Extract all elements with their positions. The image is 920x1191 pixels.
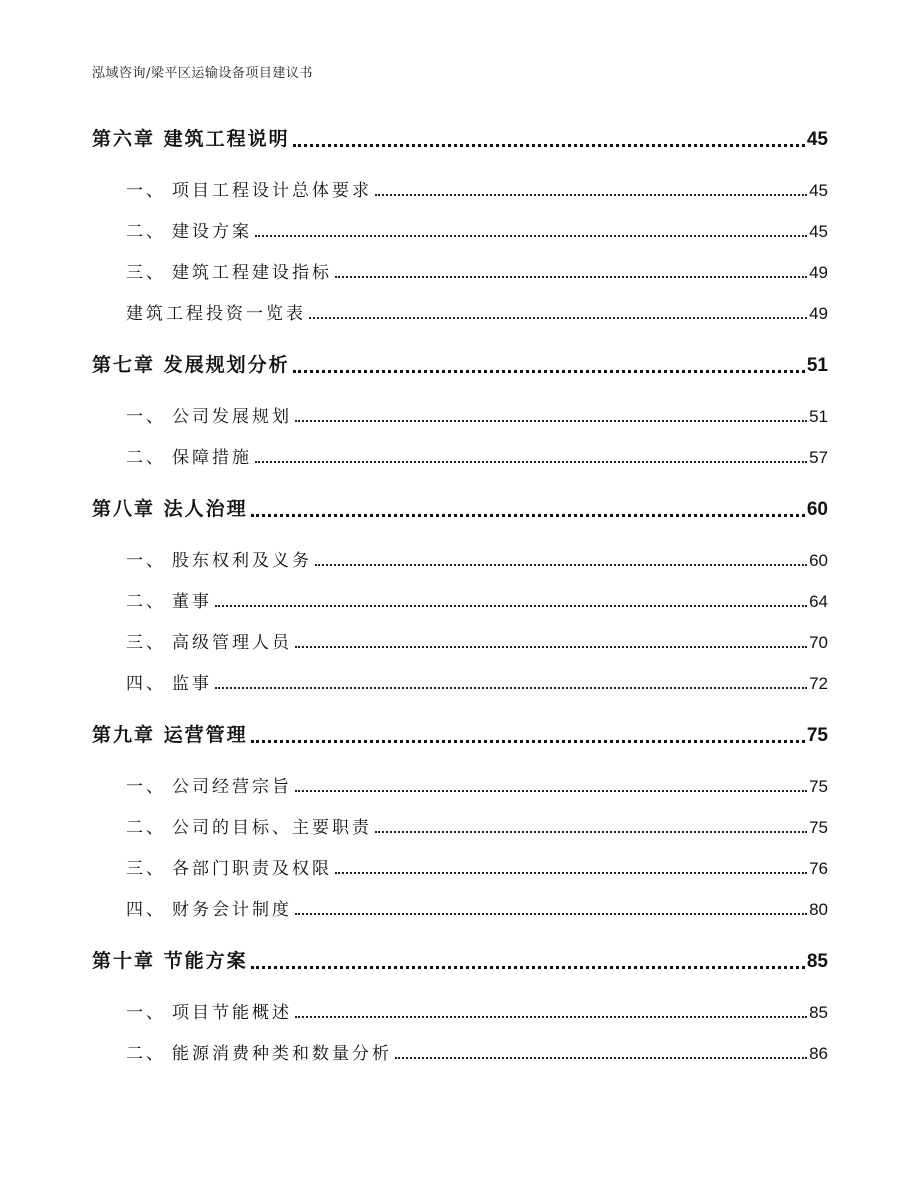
toc-entry-title [92, 720, 248, 747]
toc-page-number: 51 [809, 407, 828, 426]
dot-leader [335, 854, 807, 879]
toc-section-number: 一、 [126, 407, 166, 427]
toc-entry-text: 第十章 节能方案 [92, 950, 248, 972]
dot-leader [215, 587, 807, 612]
toc-chapter-entry[interactable] [92, 124, 828, 151]
toc-page-number: 85 [806, 951, 828, 972]
toc-page-number: 60 [806, 499, 828, 520]
toc-entry-title [126, 217, 252, 242]
toc-entry-text: 公司发展规划 [172, 407, 292, 427]
toc-entry-text: 建筑工程建设指标 [172, 263, 332, 283]
toc-section-number: 三、 [126, 263, 166, 283]
toc-entry-title [92, 350, 290, 377]
dot-leader [335, 258, 807, 283]
toc-entry-title [126, 546, 312, 571]
toc-section-number: 四、 [126, 674, 166, 694]
dot-leader [251, 946, 805, 973]
toc-page-number: 76 [809, 859, 828, 878]
toc-entry-text: 项目工程设计总体要求 [172, 181, 372, 201]
toc-page-number: 57 [809, 448, 828, 467]
dot-leader [293, 350, 805, 377]
dot-leader [295, 628, 807, 653]
toc-entry-title [126, 587, 212, 612]
toc-entry-title [126, 299, 306, 324]
dot-leader [295, 998, 807, 1023]
toc-page-number: 49 [809, 263, 828, 282]
toc-section-number: 二、 [126, 222, 166, 242]
toc-chapter-entry[interactable] [92, 494, 828, 521]
toc-entry-title [126, 176, 372, 201]
toc-entry-text: 公司经营宗旨 [172, 777, 292, 797]
toc-entry-text: 监事 [172, 674, 212, 694]
toc-section-entry[interactable] [126, 1039, 828, 1064]
dot-leader [395, 1039, 807, 1064]
toc-page-number: 72 [809, 674, 828, 693]
dot-leader [215, 669, 807, 694]
toc-section-entry[interactable] [126, 258, 828, 283]
toc-page-number: 45 [809, 181, 828, 200]
toc-section-entry[interactable] [126, 854, 828, 879]
toc-entry-title [126, 895, 292, 920]
toc-entry-title [126, 998, 292, 1023]
toc-section-number: 三、 [126, 859, 166, 879]
toc-entry-title [126, 669, 212, 694]
toc-chapter-entry[interactable] [92, 350, 828, 377]
dot-leader [295, 895, 807, 920]
toc-section-entry[interactable] [126, 299, 828, 324]
toc-section-entry[interactable] [126, 587, 828, 612]
dot-leader [293, 124, 805, 151]
toc-section-entry[interactable] [126, 998, 828, 1023]
toc-section-number: 二、 [126, 1044, 166, 1064]
toc-entry-text: 保障措施 [172, 448, 252, 468]
toc-page-number: 64 [809, 592, 828, 611]
toc-section-number: 一、 [126, 777, 166, 797]
toc-entry-title [126, 258, 332, 283]
toc-section-entry[interactable] [126, 176, 828, 201]
toc-section-number: 一、 [126, 551, 166, 571]
toc-entry-title [126, 813, 372, 838]
toc-section-number: 二、 [126, 448, 166, 468]
toc-section-entry[interactable] [126, 895, 828, 920]
toc-section-number: 二、 [126, 592, 166, 612]
toc-section-entry[interactable] [126, 402, 828, 427]
dot-leader [251, 720, 805, 747]
dot-leader [295, 402, 807, 427]
toc-entry-text: 公司的目标、主要职责 [172, 818, 372, 838]
toc-chapter-entry[interactable] [92, 720, 828, 747]
toc-entry-title [126, 443, 252, 468]
toc-page-number: 75 [809, 818, 828, 837]
toc-page-number: 86 [809, 1044, 828, 1063]
toc-page-number: 80 [809, 900, 828, 919]
toc-section-number: 三、 [126, 633, 166, 653]
dot-leader [375, 813, 807, 838]
toc-section-entry[interactable] [126, 813, 828, 838]
toc-page-number: 75 [809, 777, 828, 796]
toc-section-entry[interactable] [126, 443, 828, 468]
toc-entry-text: 第六章 建筑工程说明 [92, 128, 290, 150]
toc-entry-title [92, 124, 290, 151]
toc-section-entry[interactable] [126, 217, 828, 242]
toc-entry-title [126, 402, 292, 427]
dot-leader [295, 772, 807, 797]
toc-entry-title [126, 1039, 392, 1064]
toc-page-number: 70 [809, 633, 828, 652]
toc-entry-text: 董事 [172, 592, 212, 612]
toc-section-entry[interactable] [126, 669, 828, 694]
toc-entry-text: 建设方案 [172, 222, 252, 242]
toc-entry-title [126, 772, 292, 797]
toc-entry-title [126, 628, 292, 653]
toc-section-entry[interactable] [126, 546, 828, 571]
toc-entry-title [126, 854, 332, 879]
dot-leader [255, 217, 807, 242]
toc-page-number: 51 [806, 355, 828, 376]
toc-page-number: 85 [809, 1003, 828, 1022]
running-header: 泓域咨询/梁平区运输设备项目建议书 [92, 66, 313, 81]
toc-entry-title [92, 494, 248, 521]
toc-entry-text: 能源消费种类和数量分析 [172, 1044, 392, 1064]
toc-section-number: 四、 [126, 900, 166, 920]
toc-entry-title [92, 946, 248, 973]
toc-entry-text: 股东权利及义务 [172, 551, 312, 571]
toc-section-number: 二、 [126, 818, 166, 838]
dot-leader [375, 176, 807, 201]
toc-section-entry[interactable] [126, 772, 828, 797]
dot-leader [251, 494, 805, 521]
toc-entry-text: 第七章 发展规划分析 [92, 354, 290, 376]
toc-entry-text: 各部门职责及权限 [172, 859, 332, 879]
toc-page-number: 49 [809, 304, 828, 323]
toc-entry-text: 高级管理人员 [172, 633, 292, 653]
toc-entry-text: 建筑工程投资一览表 [126, 304, 306, 324]
dot-leader [309, 299, 807, 324]
toc-page-number: 60 [809, 551, 828, 570]
toc-entry-text: 财务会计制度 [172, 900, 292, 920]
toc-page-number: 75 [806, 725, 828, 746]
toc-section-entry[interactable] [126, 628, 828, 653]
dot-leader [315, 546, 807, 571]
toc-chapter-entry[interactable] [92, 946, 828, 973]
toc-entry-text: 第八章 法人治理 [92, 498, 248, 520]
toc-section-number: 一、 [126, 1003, 166, 1023]
toc-page-number: 45 [806, 129, 828, 150]
toc-entry-text: 第九章 运营管理 [92, 724, 248, 746]
toc-section-number: 一、 [126, 181, 166, 201]
dot-leader [255, 443, 807, 468]
toc-page-number: 45 [809, 222, 828, 241]
toc-entry-text: 项目节能概述 [172, 1003, 292, 1023]
